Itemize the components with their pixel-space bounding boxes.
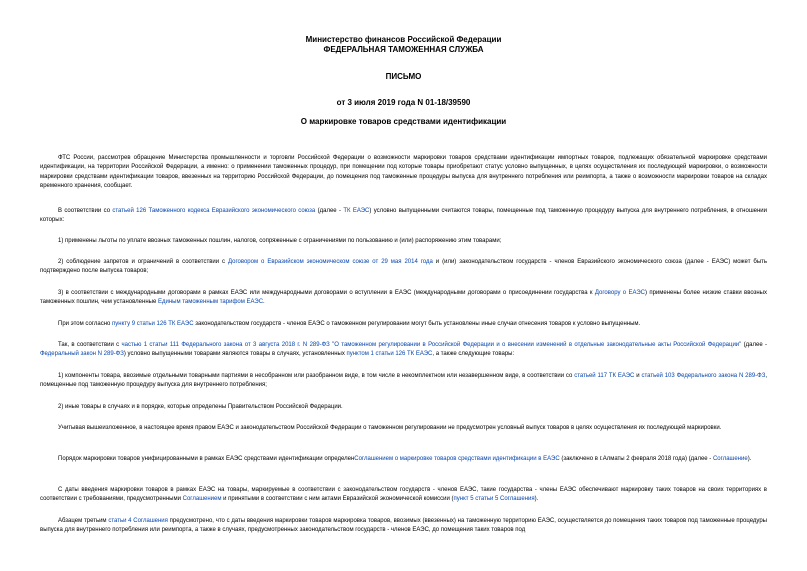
paragraph-7 bbox=[40, 341, 767, 360]
link-article-4-agreement[interactable]: статьи 4 Соглашения bbox=[108, 518, 168, 524]
link-marking-agreement[interactable]: Соглашением о маркировке товаров средствами идентификации в ЕАЭС bbox=[354, 456, 560, 462]
text: (далее - bbox=[741, 342, 767, 348]
paragraph-8 bbox=[40, 372, 767, 391]
text: При этом согласно bbox=[58, 321, 113, 327]
text: законодательством государств - членов ЕАЭС о таможенном регулировании могут быть установлены иные случаи отнесения товаров к условно выпущенным. bbox=[193, 321, 641, 327]
service-name: ФЕДЕРАЛЬНАЯ ТАМОЖЕННАЯ СЛУЖБА bbox=[323, 45, 484, 54]
paragraph-13 bbox=[40, 517, 767, 536]
paragraph-2 bbox=[40, 207, 767, 226]
text: С даты введения маркировки товаров в рамках ЕАЭС на товары, маркируемые в соответствии с законодательством государств - членов ЕАЭС, такие государства - члены ЕАЭС обеспечивают маркировку таких товаров на своих территориях в соответствии с требованиями, предусмотренными bbox=[40, 487, 767, 503]
text: Так, в соответствии с bbox=[58, 342, 122, 348]
text: предусмотрено, что с даты введения маркировки товаров маркировка товаров, ввозимых (ввезенных) на таможенную территорию ЕАЭС, осуществляется до помещения таких товаров под таможенные процедуры выпуска для внутреннего потребления или реимпорта, а также в случаях, предусмотренных законодательством государств - членов ЕАЭС, до помещения таких товаров под bbox=[40, 518, 767, 534]
paragraph-12 bbox=[40, 486, 767, 505]
link-eaeu-treaty[interactable]: Договором о Евразийском экономическом союзе от 29 мая 2014 года bbox=[227, 259, 433, 265]
link-agreement[interactable]: Соглашением bbox=[182, 496, 222, 503]
text: , помещенные под таможенную процедуру выпуска для внутреннего потребления; bbox=[40, 373, 768, 389]
text: ). bbox=[747, 456, 752, 462]
text: ). bbox=[534, 496, 539, 503]
paragraph-6 bbox=[40, 320, 767, 329]
paragraph-4 bbox=[40, 258, 767, 277]
text: 2) соблюдение запретов и ограничений в соответствии с bbox=[58, 259, 228, 265]
link-federal-law-article-111[interactable]: частью 1 статьи 111 Федерального закона от 3 августа 2018 г. N 289-ФЗ "О таможенном регулировании в Российской Федерации и о внесении изменений в отдельные законодательные акты Российской Федерации" bbox=[121, 342, 742, 348]
paragraph-10: Учитывая вышеизложенное, в настоящее время правом ЕАЭС и законодательством Российской Федерации о таможенном регулировании не предусмотрен условный выпуск товаров в целях осуществления их последующей маркировки. bbox=[58, 425, 722, 431]
text: Порядок маркировки товаров унифицированными в рамках ЕАЭС средствами идентификации определен bbox=[58, 456, 355, 462]
link-customs-tariff[interactable]: Единым таможенным тарифом ЕАЭС bbox=[157, 299, 264, 306]
document-type: ПИСЬМО bbox=[385, 72, 422, 81]
text: и принятыми в соответствии с ним актами Евразийской экономической комиссии ( bbox=[221, 496, 454, 503]
text: 3) в соответствии с международными договорами в рамках ЕАЭС или международными договорами о вступлении в ЕАЭС (международными договорами о присоединении государства к bbox=[58, 290, 595, 296]
paragraph-3: 1) применены льготы по уплате ввозных таможенных пошлин, налогов, сопряженные с ограничениями по пользованию и (или) распоряжению этим товарами; bbox=[58, 238, 502, 244]
link-item-1-article-126[interactable]: пунктом 1 статьи 126 ТК ЕАЭС bbox=[346, 351, 433, 358]
text: (заключено в г.Алматы 2 февраля 2018 года) (далее - bbox=[559, 456, 713, 462]
text: Абзацем третьим bbox=[58, 518, 109, 524]
text: 1) компоненты товара, ввозимые отдельными товарными партиями в несобранном или разобранном виде, в том числе в некомплектном или незавершенном виде, в соответствии со bbox=[58, 373, 575, 379]
paragraph-11 bbox=[40, 455, 767, 464]
text: ) применены более низкие ставки ввозных таможенных пошлин, чем установленные bbox=[40, 290, 767, 306]
paragraph-1: ФТС России, рассмотрев обращение Министерства промышленности и торговли Российской Федерации о возможности маркировки товаров средствами идентификации импортных товаров, подлежащих обязательной маркировке средствами идентификации, на территории Российской Федерации, а именно: о применении таможенных процедур, при помещении под которые товары приобретают статус условно выпущенных, в целях осуществления их последующей маркировки, о возможности маркировки средствами идентификации товаров, ввезенных на территорию Российской Федерации, до помещения под таможенные процедуры выпуска для внутреннего потребления или реимпорта, а также о возможности маркировки товаров на складах временного хранения, сообщает. bbox=[40, 155, 767, 190]
paragraph-9: 2) иные товары в случаях и в порядке, которые определены Правительством Российской Федерации. bbox=[58, 404, 343, 410]
link-item-9-article-126[interactable]: пункту 9 статьи 126 ТК ЕАЭС bbox=[112, 321, 194, 327]
text: и (или) законодательством государств - членов Евразийского экономического союза (далее - ЕАЭС) может быть подтверждено после выпуска товаров; bbox=[40, 259, 768, 275]
link-tk-eaes[interactable]: ТК ЕАЭС bbox=[343, 208, 370, 214]
document-subject: О маркировке товаров средствами идентификации bbox=[300, 117, 507, 126]
text: . bbox=[263, 299, 265, 306]
link-federal-law-289[interactable]: Федеральный закон N 289-ФЗ bbox=[40, 351, 124, 358]
document-date-number: от 3 июля 2019 года N 01-18/39590 bbox=[336, 98, 471, 107]
link-agreement[interactable]: Соглашение bbox=[712, 456, 748, 462]
link-item-5-article-5[interactable]: пункт 5 статьи 5 Соглашения bbox=[453, 496, 535, 503]
text: В соответствии со bbox=[58, 208, 113, 214]
text: ) условно выпущенными товарами являются товары в случаях, установленных bbox=[123, 351, 347, 358]
link-article-126[interactable]: статьей 126 Таможенного кодекса Евразийского экономического союза bbox=[112, 208, 316, 214]
link-eaes-treaty[interactable]: Договору о ЕАЭС bbox=[594, 290, 645, 296]
text: (далее - bbox=[315, 208, 344, 214]
link-article-103[interactable]: статьей 103 Федерального закона N 289-ФЗ bbox=[641, 373, 766, 379]
paragraph-5 bbox=[40, 289, 767, 308]
text: ) условно выпущенными считаются товары, помещенные под таможенную процедуру выпуска для внутреннего потребления, в отношении которых: bbox=[40, 208, 767, 224]
link-article-117[interactable]: статьей 117 ТК ЕАЭС bbox=[574, 373, 635, 379]
ministry-name: Министерство финансов Российской Федерации bbox=[305, 35, 502, 44]
text: , а также следующие товары: bbox=[432, 351, 515, 358]
text: и bbox=[634, 373, 642, 379]
